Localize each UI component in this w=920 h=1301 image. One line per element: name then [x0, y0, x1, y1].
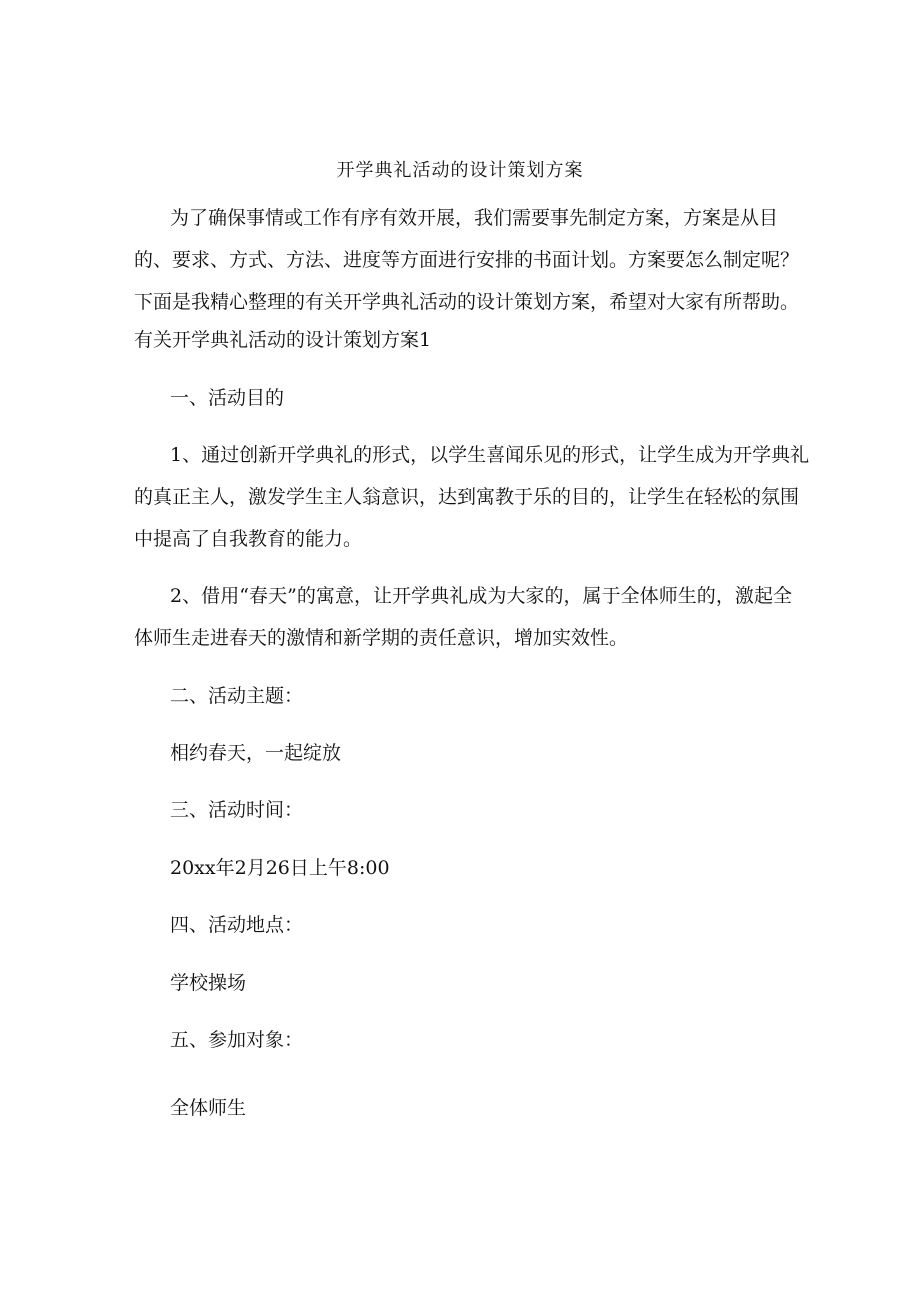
document-title: 开学典礼活动的设计策划方案 — [336, 160, 584, 181]
section-1-item-2-line-1: 2、借用“春天”的寓意，让开学典礼成为大家的，属于全体师生的，激起全 — [170, 585, 792, 607]
section-1-item-2-line-2: 体师生走进春天的激情和新学期的责任意识，增加实效性。 — [134, 627, 629, 649]
section-1-item-1-line-3: 中提高了自我教育的能力。 — [134, 528, 363, 550]
intro-line-3: 下面是我精心整理的有关开学典礼活动的设计策划方案，希望对大家有所帮助。 — [134, 291, 800, 313]
section-1-item-1-line-1: 1、通过创新开学典礼的形式，以学生喜闻乐见的形式，让学生成为开学典礼 — [170, 444, 810, 466]
section-2-heading: 二、活动主题： — [170, 685, 304, 707]
section-2-content: 相约春天，一起绽放 — [170, 742, 342, 764]
plan-subtitle: 有关开学典礼活动的设计策划方案1 — [134, 329, 432, 351]
section-1-heading: 一、活动目的 — [170, 387, 285, 409]
section-3-content: 20xx年2月26日上午8:00 — [170, 857, 390, 879]
section-5-content: 全体师生 — [170, 1097, 247, 1119]
intro-line-1: 为了确保事情或工作有序有效开展，我们需要事先制定方案，方案是从目 — [170, 207, 779, 229]
section-4-heading: 四、活动地点： — [170, 914, 304, 936]
section-4-content: 学校操场 — [170, 972, 247, 994]
section-1-item-1-line-2: 的真正主人，激发学生主人翁意识，达到寓教于乐的目的，让学生在轻松的氛围 — [134, 486, 800, 508]
section-5-heading: 五、参加对象： — [170, 1029, 304, 1051]
intro-line-2: 的、要求、方式、方法、进度等方面进行安排的书面计划。方案要怎么制定呢？ — [134, 249, 800, 271]
section-3-heading: 三、活动时间： — [170, 799, 304, 821]
